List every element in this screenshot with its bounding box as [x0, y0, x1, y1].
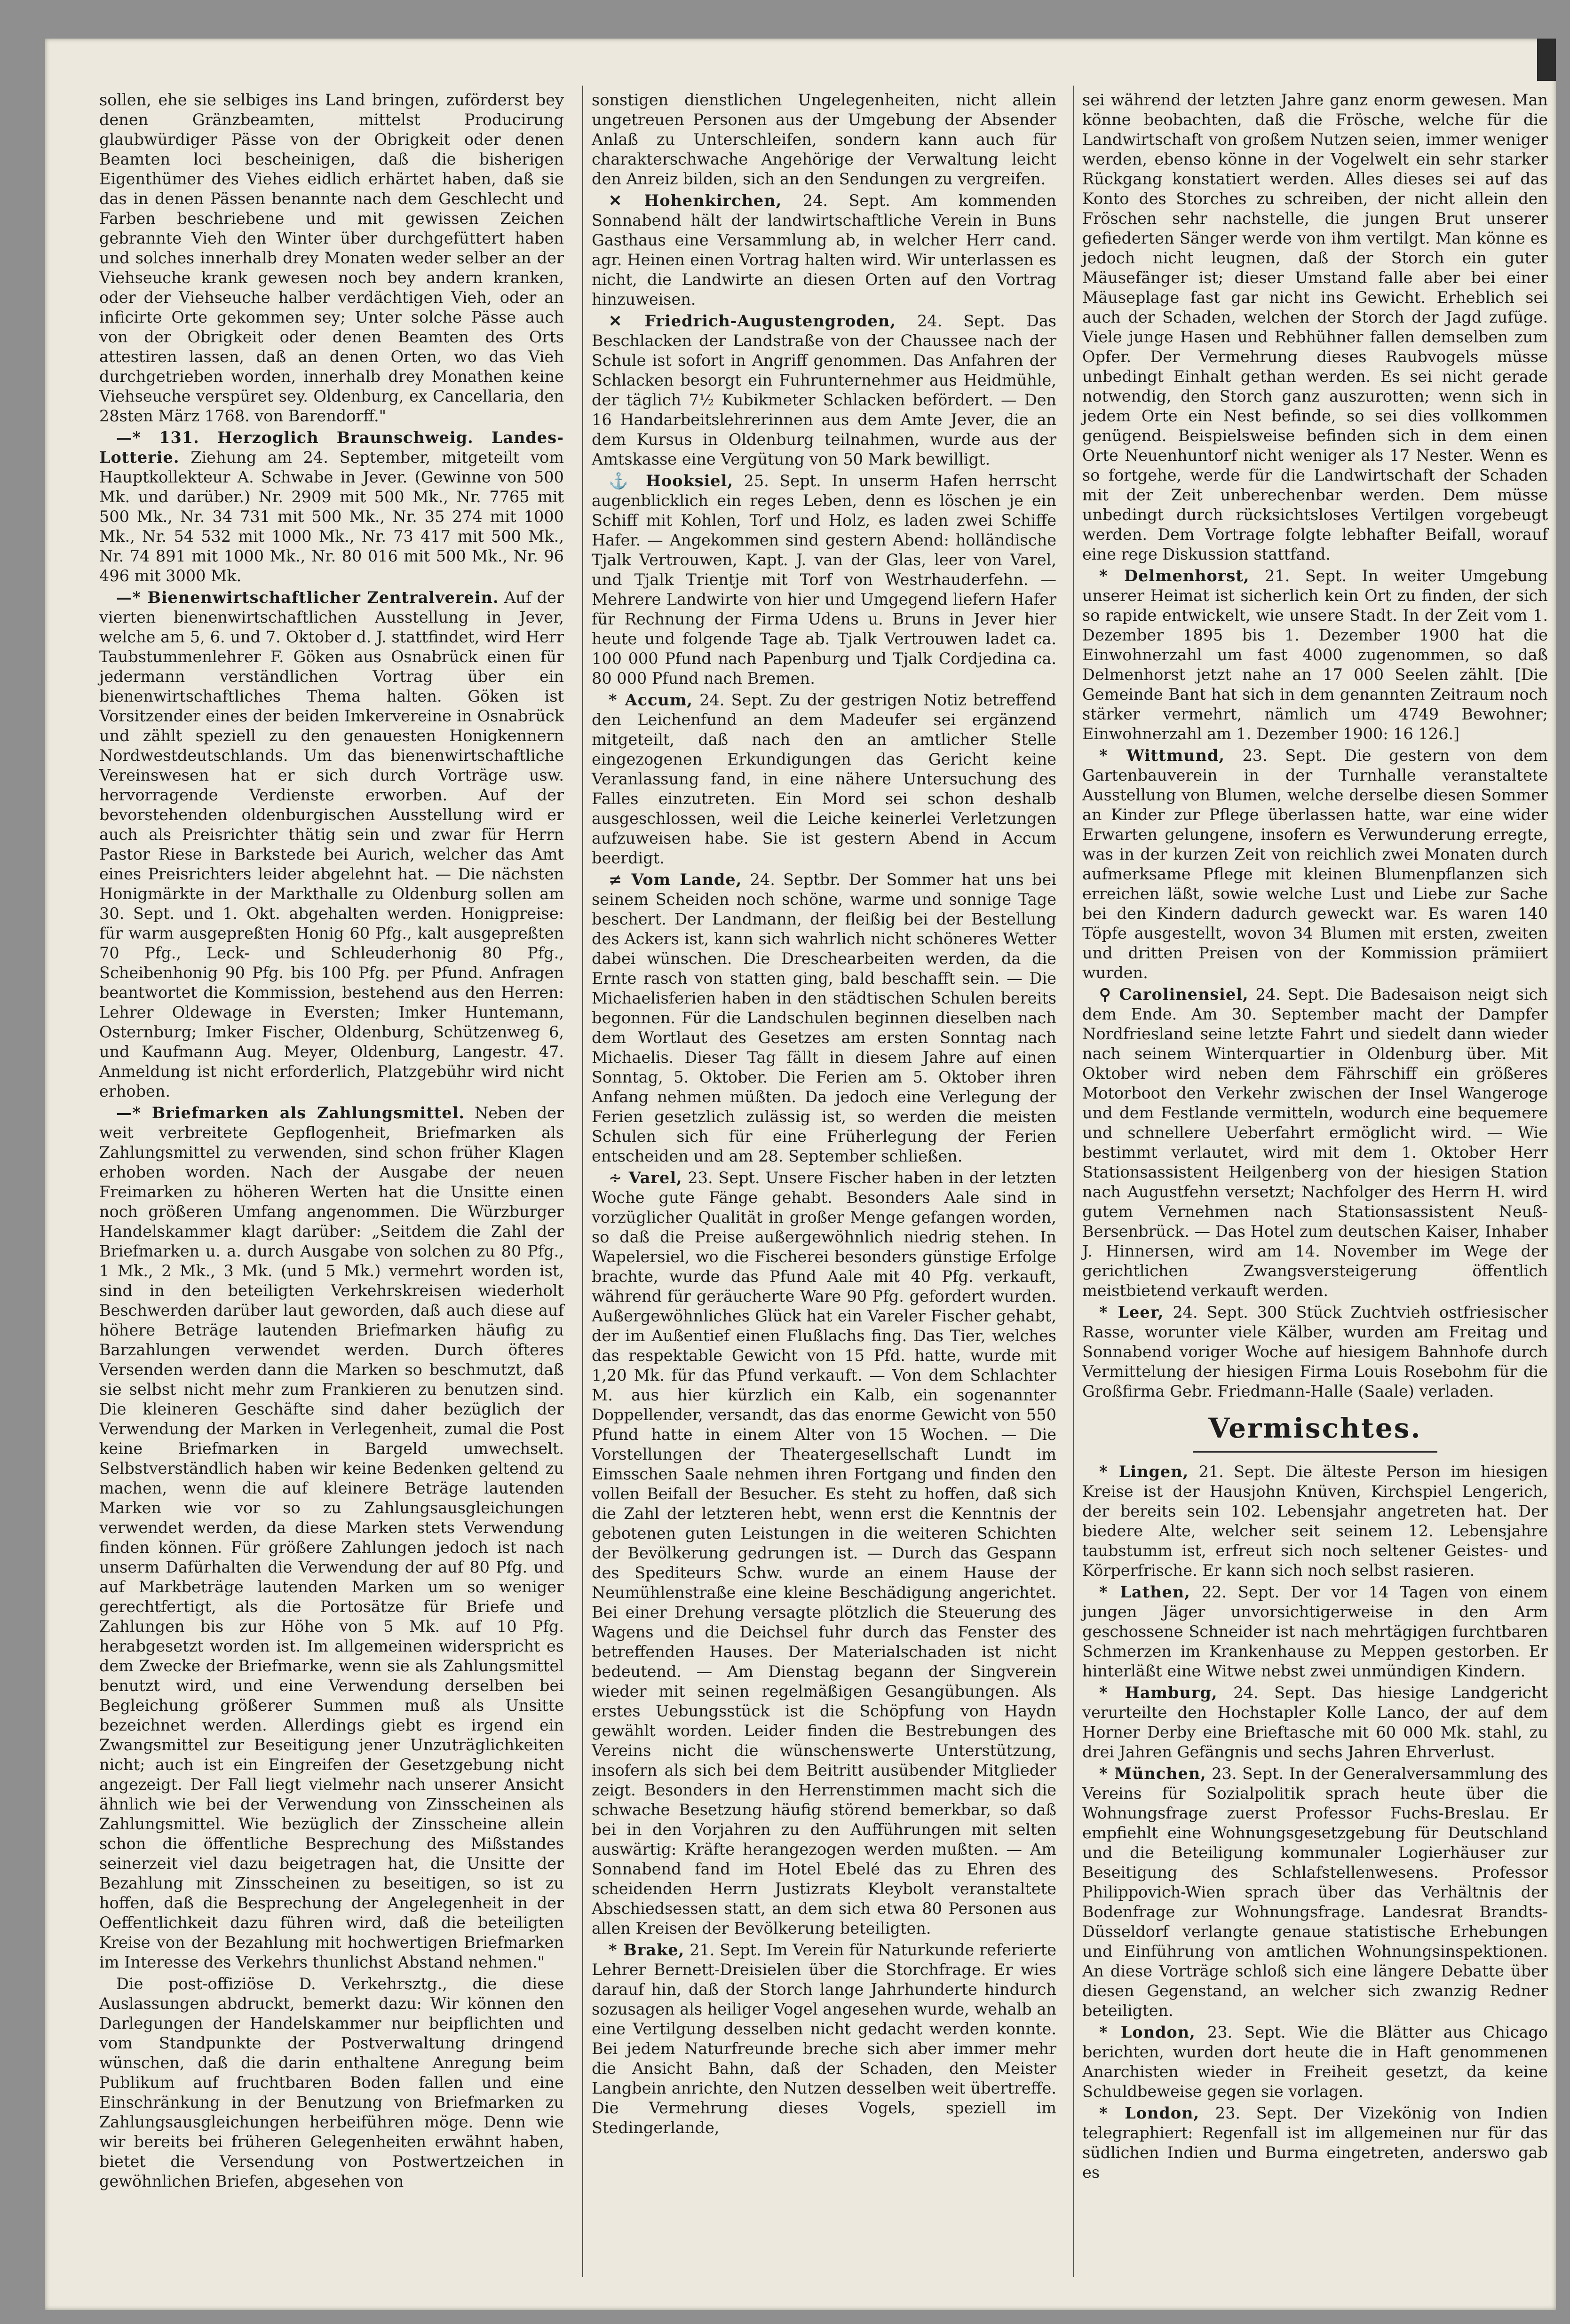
article-hooksiel [592, 471, 1056, 688]
article-heading: —* Briefmarken als Zahlungsmittel. [116, 1104, 465, 1122]
section-title: Vermischtes. [1208, 1412, 1422, 1444]
article-body: 24. Sept. Am kommenden Sonnabend hält der landwirtschaftliche Verein in Buns Gasthaus eine Versammlung ab, in welcher Herr cand. agr. Heinen einen Vortrag halten wird. Wir unterlassen es nicht, die Landwirte an diesen Orten auf den Vortrag hinzuweisen. [592, 191, 1056, 308]
article-varel [592, 1168, 1056, 1938]
article-heading: * London, [1099, 2023, 1196, 2041]
article-lotterie [99, 428, 564, 586]
article-london [1082, 2103, 1548, 2182]
newspaper-page [45, 39, 1556, 2310]
article-heading: ⚓ Hooksiel, [609, 472, 733, 490]
article-body: 24. Sept. Das hiesige Landgericht verurteilte den Hochstapler Kolle Lanco, der auf dem Horner Derby eine Brieftasche mit 60 000 Mk. stahl, zu drei Jahren Gefängnis und sechs Jahren Ehrverlust. [1082, 1684, 1548, 1761]
article-heading: ✕ Hohenkirchen, [609, 191, 782, 210]
article-heading: * Wittmund, [1099, 746, 1225, 765]
article-body: Neben der weit verbreitete Gepflogenheit, Briefmarken als Zahlungsmittel zu verwenden, sind schon früher Klagen erhoben worden. Nach der Ausgabe der neuen Freimarken zu höheren Werten hat die Unsitte einen noch größeren Umfang angenommen. Die Würzburger Handelskammer klagt darüber: „Seitdem die Zahl der Briefmarken u. a. durch Ausgabe von solchen zu 80 Pfg., 1 Mk., 2 Mk., 3 Mk. (und 5 Mk.) vermehrt worden ist, sind in den beteiligten Verkehrskreisen wiederholt Beschwerden darüber laut geworden, daß auch diese auf höhere Beträge lautenden Briefmarken häufig zu Barzahlungen verwendet werden. Durch öfteres Versenden werden dann die Marken so beschmutzt, daß sie selbst nicht mehr zum Frankieren zu benutzen sind. Die kleineren Geschäfte sind daher bezüglich der Verwendung der Marken in Verlegenheit, zumal die Post keine Briefmarken in Bargeld umwechselt. Selbstverständlich haben wir keine Bedenken geltend zu machen, wenn die auf kleinere Beträge lautenden Marken wie vor so zu Zahlungsausgleichungen verwendet werden, da diese Marken stets Verwendung finden können. Für größere Zahlungen jedoch ist nach unserm Dafürhalten die Verwendung der auf 80 Pfg. und auf Markbeträge lautenden Marken um so weniger gerechtfertigt, als die Portosätze für Briefe und Zahlungen bis zur Höhe von 5 Mk. auf 10 Pfg. herabgesetzt worden ist. Im allgemeinen widerspricht es dem Zwecke der Briefmarke, wenn sie als Zahlungsmittel benutzt wird, und eine Verwendung derselben bei Begleichung größerer Summen muß als Unsitte bezeichnet werden. Allerdings giebt es irgend ein Zwangsmittel zur Beseitigung jener Unzuträglichkeiten nicht; auch ist ein Eingreifen der Gesetzgebung nicht angezeigt. Der Fall liegt vielmehr nach unserer Ansicht ähnlich wie bei der Verwendung von Zinsscheinen als Zahlungsmittel. Wie bezüglich der Zinsscheine allein schon die öffentliche Besprechung des Mißstandes seinerzeit viel dazu beigetragen hat, die Unsitte der Bezahlung mit Zinsscheinen zu beseitigen, so ist zu hoffen, daß die Besprechung der Angelegenheit in der Oeffentlichkeit dazu führen wird, daß die beteiligten Kreise von der Bezahlung mit hochwertigen Briefmarken im Interesse des Verkehrs thunlichst Abstand nehmen." [99, 1104, 564, 1971]
article-wittmund [1082, 746, 1548, 983]
article-body: 21. Sept. Die älteste Person im hiesigen Kreise ist der Hausjohn Knüven, Kirchspiel Lengerich, der bereits sein 102. Lebensjahr angetreten hat. Der biedere Alte, welcher seit seinem 12. Lebensjahre taubstumm ist, erfreut sich noch seltener Geistes- und Körperfrische. Er kann sich noch selbst rasieren. [1082, 1462, 1548, 1580]
article-heading: * London, [1099, 2104, 1200, 2122]
article-body: 23. Sept. Die gestern von dem Gartenbauverein in der Turnhalle veranstaltete Ausstellung von Blumen, welche derselbe diesen Sommer an Kinder zur Pflege überlassen hatte, war eine wider Erwarten gelungene, insofern es Verwunderung erregte, was in der kurzen Zeit von reichlich zwei Monaten durch aufmerksame Pflege mit kleinen Blumenpflanzen sich erreichen läßt, sowie welche Lust und Liebe zur Sache bei den Kindern dadurch geweckt war. Es waren 140 Töpfe ausgestellt, wovon 34 Blumen mit ersten, zweiten und dritten Preisen von der Kommission prämiiert wurden. [1082, 746, 1548, 982]
article-heading: * Brake, [609, 1941, 685, 1959]
article-body: 24. Sept. Das Beschlacken der Landstraße von der Chaussee nach der Schule ist sofort in Angriff genommen. Das Anfahren der Schlacken besorgt ein Fuhrunternehmer aus Heidmühle, der täglich 7½ Kubikmeter Schlacken befördert. — Den 16 Handarbeitslehrerinnen aus dem Amte Jever, die an dem Kursus in Oldenburg teilnahmen, wurde aus der Amtskasse eine Vergütung von 50 Mark bewilligt. [592, 312, 1056, 468]
article-body: 23. Sept. In der Generalversammlung des Vereins für Sozialpolitik sprach heute über die Wohnungsfrage zuerst Professor Fuchs-Breslau. Er empfiehlt eine Wohnungsgesetzgebung für Deutschland und die Beteiligung kommunaler Logierhäuser zur Beseitigung des Schlafstellenwesens. Professor Philippovich-Wien sprach über das Verhältnis der Bodenfrage zur Wohnungsfrage. Landesrat Brandts-Düsseldorf verlangte genaue statistische Erhebungen und Einführung von amtlichen Wohnungsinspektionen. An diese Vorträge schloß sich eine längere Debatte über diesen Gegenstand, an welcher sich zwanzig Redner beteiligten. [1082, 1764, 1548, 2020]
article-lathen [1082, 1582, 1548, 1681]
column-rule [1073, 86, 1074, 2277]
article-body: 21. Sept. In weiter Umgebung unserer Heimat ist sicherlich kein Ort zu finden, der sich so rapide entwickelt, wie unsere Stadt. In der Zeit vom 1. Dezember 1895 bis 1. Dezember 1900 hat die Einwohnerzahl um fast 4000 zugenommen, so daß Delmenhorst jetzt nahe an 17 000 Seelen zählt. [Die Gemeinde Bant hat sich in dem genannten Zeitraum noch stärker vermehrt, nämlich um 4749 Bewohner; Einwohnerzahl am 1. Dezember 1900: 16 126.] [1082, 567, 1548, 743]
article-body: 24. Sept. Die Badesaison neigt sich dem Ende. Am 30. September macht der Dampfer Nordfriesland seine letzte Fahrt und siedelt dann wieder nach seinem Winterquartier in Oldenburg über. Mit Oktober wird neben dem Fährschiff ein größeres Motorboot den Verkehr zwischen der Insel Wangeroge und dem Festlande vermitteln, wodurch eine bequemere und schnellere Ueberfahrt ermöglicht wird. — Wie bestimmt verlautet, wird mit dem 1. Oktober Herr Stationsassistent Heilgenberg von der hiesigen Station nach Augustfehn versetzt; Nachfolger des Herrn H. wird gutem Vernehmen nach Stationsassistent Neuß-Bersenbrück. — Das Hotel zum deutschen Kaiser, Inhaber J. Hinnersen, wird am 14. November im Wege der gerichtlichen Zwangsversteigerung öffentlich meistbietend verkauft werden. [1082, 985, 1548, 1300]
article-brake [592, 1940, 1056, 2138]
article-lingen [1082, 1462, 1548, 1581]
paragraph: sonstigen dienstlichen Ungelegenheiten, nicht allein ungetreuen Personen aus der Umgebung der Absender Anlaß zu Unterschleifen, sondern kann auch für charakterschwache Angehörige der Verwaltung leicht den Anreiz bilden, sich an den Sendungen zu vergreifen. [592, 91, 1056, 188]
article-heading: * Leer, [1099, 1303, 1164, 1321]
article-heading: ∻ Varel, [609, 1169, 682, 1187]
article-accum [592, 690, 1056, 868]
article-body: 21. Sept. Im Verein für Naturkunde referierte Lehrer Bernett-Dreisielen über die Storchfrage. Er wies darauf hin, daß der Storch lange Jahrhunderte hindurch sozusagen als heiliger Vogel angesehen wurde, wehalb an eine Vertilgung desselben nicht gedacht werden konnte. Bei jedem Naturfreunde breche sich aber immer mehr die Ansicht Bahn, daß der Schaden, den Meister Langbein anrichte, den Nutzen desselben weit übertreffe. Die Vermehrung dieses Vogels, speziell im Stedingerlande, [592, 1941, 1056, 2137]
article-body: Auf der vierten bienenwirtschaftlichen Ausstellung in Jever, welche am 5, 6. und 7. Oktober d. J. stattfindet, wird Herr Taubstummenlehrer F. Göken aus Osnabrück einen für jedermann verständlichen Vortrag über ein bienenwirtschaftliches Thema halten. Göken ist Vorsitzender eines der beiden Imkervereine in Osnabrück und zählt speziell zu den genauesten Honigkennern Nordwestdeutschlands. Um das bienenwirtschaftliche Vereinswesen hat er sich durch Vorträge usw. hervorragende Verdienste erworben. Auf der bevorstehenden oldenburgischen Ausstellung wird er auch als Preisrichter thätig sein und zwar für Herrn Pastor Riese in Barkstede bei Aurich, welcher das Amt eines Preisrichters leider abgelehnt hat. — Die nächsten Honigmärkte in der Markthalle zu Oldenburg sollen am 30. Sept. und 1. Okt. abgehalten werden. Honigpreise: für warm ausgepreßten Honig 60 Pfg., kalt ausgepreßten 70 Pfg., Leck- und Schleuderhonig 80 Pfg., Scheibenhonig 90 Pfg. bis 100 Pfg. per Pfund. Anfragen beantwortet die Kommission, bestehend aus den Herren: Lehrer Oldewage in Eversten; Imker Huntemann, Osternburg; Imker Fischer, Oldenburg, Schützenweg 6, und Kaufmann Aug. Meyer, Oldenburg, Langestr. 47. Anmeldung ist nicht erforderlich, Platzgebühr wird nicht erhoben. [99, 588, 564, 1100]
article-body: 24. Sept. Zu der gestrigen Notiz betreffend den Leichenfund an dem Madeufer sei ergänzend mitgeteilt, daß nach den an amtlicher Stelle eingezogenen Erkundigungen das Gericht keine Veranlassung fand, in eine nähere Untersuchung des Falles einzutreten. Ein Mord sei schon deshalb ausgeschlossen, weil die Leiche keinerlei Verletzungen aufzuweisen habe. Sie ist gestern Abend in Accum beerdigt. [592, 691, 1056, 867]
article-heading: * Accum, [609, 691, 693, 709]
article-heading: ⚲ Carolinensiel, [1099, 985, 1249, 1004]
column-3 [1082, 90, 1548, 2184]
article-body: 23. Sept. Der Vizekönig von Indien telegraphiert: Regenfall ist im allgemeinen nur für das südlichen Indien und Burma eingetreten, anderswo gab es [1082, 2104, 1548, 2182]
article-carolinensiel [1082, 985, 1548, 1301]
article-heading: —* 131. Herzoglich Braunschweig. Landes-Lotterie. [99, 428, 564, 466]
article-body: 23. Sept. Unsere Fischer haben in der letzten Woche gute Fänge gehabt. Besonders Aale sind in vorzüglicher Qualität in großer Menge gefangen worden, so daß die Preise außergewöhnlich niedrig stehen. In Wapelersiel, wo die Fischerei besonders günstige Erfolge brachte, wurde das Pfund Aale mit 40 Pfg. verkauft, während für geräucherte Ware 90 Pfg. gefordert wurden. Außergewöhnliches Glück hat ein Vareler Fischer gehabt, der im Außentief einen Flußlachs fing. Das Tier, welches das respektable Gewicht von 15 Pfd. hatte, wurde mit 1,20 Mk. für das Pfund verkauft. — Von dem Schlachter M. aus hier kürzlich ein Kalb, ein sogenannter Doppellender, versandt, das das enorme Gewicht von 550 Pfund hatte in einem Alter von 15 Wochen. — Die Vorstellungen der Theatergesellschaft Lundt im Eimsschen Saale nehmen ihren Fortgang und finden den vollen Beifall der Besucher. Es steht zu hoffen, daß sich die Zahl der letzteren hebt, wenn erst die Kenntnis der gebotenen guten Leistungen in die weiteren Schichten der Bevölkerung gedrungen ist. — Durch das Gespann des Spediteurs Schw. wurde an einem Hause der Neumühlenstraße eine kleine Beschädigung angerichtet. Bei einer Drehung versagte plötzlich die Steuerung des Wagens und die Deichsel fuhr durch das Fenster des betreffenden Hauses. Der Materialschaden ist nicht bedeutend. — Am Dienstag begann der Singverein wieder mit seinen regelmäßigen Gesangübungen. Als erstes Uebungsstück ist die Schöpfung von Haydn gewählt worden. Leider finden die Bestrebungen des Vereins nicht die wünschenswerte Unterstützung, insofern als sich bei dem Beitritt ausübender Mitglieder zeigt. Besonders in den Herrenstimmen macht sich die schwache Besetzung häufig störend bemerkbar, so daß bei in den Vorjahren zu den Aufführungen mit selten auswärtig: Kräfte herangezogen werden mußten. — Am Sonnabend fand im Hotel Ebelé das zu Ehren des scheidenden Herrn Justizrats Kleybolt veranstaltete Abschiedsessen statt, an dem sich etwa 80 Personen aus allen Kreisen der Bevölkerung beteiligten. [592, 1169, 1056, 1937]
article-delmenhorst [1082, 566, 1548, 744]
article-briefmarken [99, 1103, 564, 1972]
article-body: 22. Sept. Der vor 14 Tagen von einem jungen Jäger unvorsichtigerweise in den Arm geschossene Schneider ist nach mehrtägigen furchtbaren Schmerzen im Krankenhause zu Meppen gestorben. Er hinterläßt eine Witwe nebst zwei unmündigen Kindern. [1082, 1583, 1548, 1680]
column-2 [592, 90, 1056, 2140]
article-body: 24. Septbr. Der Sommer hat uns bei seinem Scheiden noch schöne, warme und sonnige Tage beschert. Der Landmann, der fleißig bei der Bestellung des Ackers ist, kann sich wahrlich nicht schöneres Wetter dabei wünschen. Die Dreschearbeiten werden, da die Ernte rasch von statten ging, bald beschafft sein. — Die Michaelisferien haben in den städtischen Schulen bereits begonnen. Für die Landschulen beginnen dieselben nach dem Wortlaut des Gesetzes am ersten Sonntag nach Michaelis. Dieser Tag fällt in diesem Jahre auf einen Sonntag, 5. Oktober. Die Ferien am 5. Oktober ihren Anfang nehmen müßten. Da jedoch eine Verlegung der Ferien gesetzlich zulässig ist, so werden die meisten Schulen sich für eine Früherlegung der Ferien entscheiden und am 28. September schließen. [592, 870, 1056, 1165]
paragraph: sei während der letzten Jahre ganz enorm gewesen. Man könne beobachten, daß die Frösche, welche für die Landwirtschaft von großem Nutzen seien, immer weniger werden, ebenso könne in der Vogelwelt ein sehr starker Rückgang konstatiert werden. Alles dieses sei auf das Konto des Storches zu schreiben, der nicht allein den Fröschen sehr nachstelle, die jungen Brut unserer gefiederten Sänger werde von ihm vertilgt. Man könne es jedoch nicht leugnen, daß der Storch ein guter Mäusefänger ist; dieser Umstand falle aber bei einer Mäuseplage fast gar nicht ins Gewicht. Erheblich sei auch der Schaden, welchen der Storch der Jagd zufüge. Viele junge Hasen und Rebhühner fallen demselben zum Opfer. Der Vermehrung dieses Raubvogels müsse unbedingt Einhalt gethan werden. Es sei nicht gerade notwendig, den Storch ganz auszurotten; wenn sich in jedem Orte ein Nest befinde, so sei dies vollkommen genügend. Beispielsweise befinden sich in dem einen Orte Neuenhuntorf nicht weniger als 17 Nester. Wenn es so fortgehe, werde für die Landwirtschaft der Schaden mit der Zeit unberechenbar werden. Dem müsse unbedingt durch rücksichtsloses Vertilgen vorgebeugt werden. Dem Vortrage folgte lebhafter Beifall, worauf eine rege Diskussion stattfand. [1082, 91, 1548, 563]
article-heading: * Lingen, [1099, 1462, 1189, 1481]
article-hohenkirchen [592, 191, 1056, 309]
article-london [1082, 2023, 1548, 2102]
article-heading: * Delmenhorst, [1099, 567, 1250, 585]
paragraph: Die post-offiziöse D. Verkehrsztg., die diese Auslassungen abdruckt, bemerkt dazu: Wir können den Darlegungen der Handelskammer nur beipflichten und vom Standpunkte der Postverwaltung dringend wünschen, daß die darin enthaltene Anregung beim Publikum auf fruchtbaren Boden fallen und eine Einschränkung in der Benutzung von Briefmarken zu Zahlungsausgleichungen herbeiführen möge. Denn wie wir bereits bei früheren Gelegenheiten erwähnt haben, bietet die Versendung von Postwertzeichen in gewöhnlichen Briefen, abgesehen von [99, 1975, 564, 2190]
article-heading: ≠ Vom Lande, [609, 870, 742, 889]
article-heading: —* Bienenwirtschaftlicher Zentralverein. [116, 588, 499, 607]
article-body: 23. Sept. Wie die Blätter aus Chicago berichten, wurden dort heute die in Haft genommenen Anarchisten wieder in Freiheit gesetzt, da keine Schuldbeweise gegen sie vorlagen. [1082, 2023, 1548, 2101]
article-vom-lande [592, 870, 1056, 1166]
section-divider [1193, 1451, 1437, 1453]
article-leer [1082, 1303, 1548, 1401]
article-hamburg [1082, 1683, 1548, 1762]
article-body: Ziehung am 24. September, mitgeteilt vom Hauptkollekteur A. Schwabe in Jever. (Gewinne von 500 Mk. und darüber.) Nr. 2909 mit 500 Mk., Nr. 7765 mit 500 Mk., Nr. 34 731 mit 500 Mk., Nr. 35 274 mit 1000 Mk., Nr. 54 532 mit 1000 Mk., Nr. 73 417 mit 500 Mk., Nr. 74 891 mit 1000 Mk., Nr. 80 016 mit 500 Mk., Nr. 96 496 mit 3000 Mk. [99, 448, 564, 585]
article-body: 24. Sept. 300 Stück Zuchtvieh ostfriesischer Rasse, worunter viele Kälber, wurden am Freitag und Sonnabend voriger Woche auf hiesigem Bahnhofe durch Vermittelung der hiesigen Firma Louis Rosebohm für die Großfirma Gebr. Friedmann-Halle (Saale) verladen. [1082, 1303, 1548, 1400]
article-friedrich-augustengroden [592, 311, 1056, 469]
article-munchen [1082, 1764, 1548, 2021]
scan-border [1537, 39, 1556, 81]
article-heading: ✕ Friedrich-Augustengroden, [609, 312, 896, 330]
article-bienen [99, 588, 564, 1101]
article-heading: * München, [1099, 1764, 1206, 1783]
column-1 [99, 90, 564, 2193]
article-body: 25. Sept. In unserm Hafen herrscht augenblicklich ein reges Leben, denn es löschen je ein Schiff mit Kohlen, Torf und Holz, es laden zwei Schiffe Hafer. — Angekommen sind gestern Abend: holländische Tjalk Vertrouwen, Kapt. J. van der Glas, leer von Varel, und Tjalk Trientje mit Torf von Westrhauderfehn. — Mehrere Landwirte von hier und Umgegend liefern Hafer für Rechnung der Firma Udens u. Bruns in Jever hier heute und folgende Tage ab. Tjalk Vertrouwen ladet ca. 100 000 Pfund nach Papenburg und Tjalk Cordjedina ca. 80 000 Pfund nach Bremen. [592, 472, 1057, 688]
paragraph: sollen, ehe sie selbiges ins Land bringen, zuförderst bey denen Gränzbeamten, mittelst Producirung glaubwürdiger Pässe von der Obrigkeit oder denen Beamten loci bescheinigen, daß die bisherigen Eigenthümer des Viehes eidlich erhärtet haben, daß sie das in denen Pässen benannte nach dem Geschlecht und Farben beschriebene und mit gewissen Zeichen gebrannte Vieh den Winter über durchgefüttert haben und solches innerhalb drey Monaten weder selber an der Viehseuche krank gewesen noch bey andern kranken, oder der Viehseuche halber verdächtigen Vieh, oder an inficirte Orte gekommen sey; Unter solche Pässe auch von der Obrigkeit oder denen Beamten des Orts attestiren lassen, daß an denen Orten, wo das Vieh durchgetrieben worden, innerhalb drey Monathen keine Viehseuche verspüret sey. Oldenburg, ex Cancellaria, den 28sten März 1768. von Barendorff." [99, 91, 564, 425]
article-heading: * Hamburg, [1099, 1684, 1218, 1702]
article-heading: * Lathen, [1099, 1583, 1190, 1601]
column-rule [582, 86, 583, 2277]
